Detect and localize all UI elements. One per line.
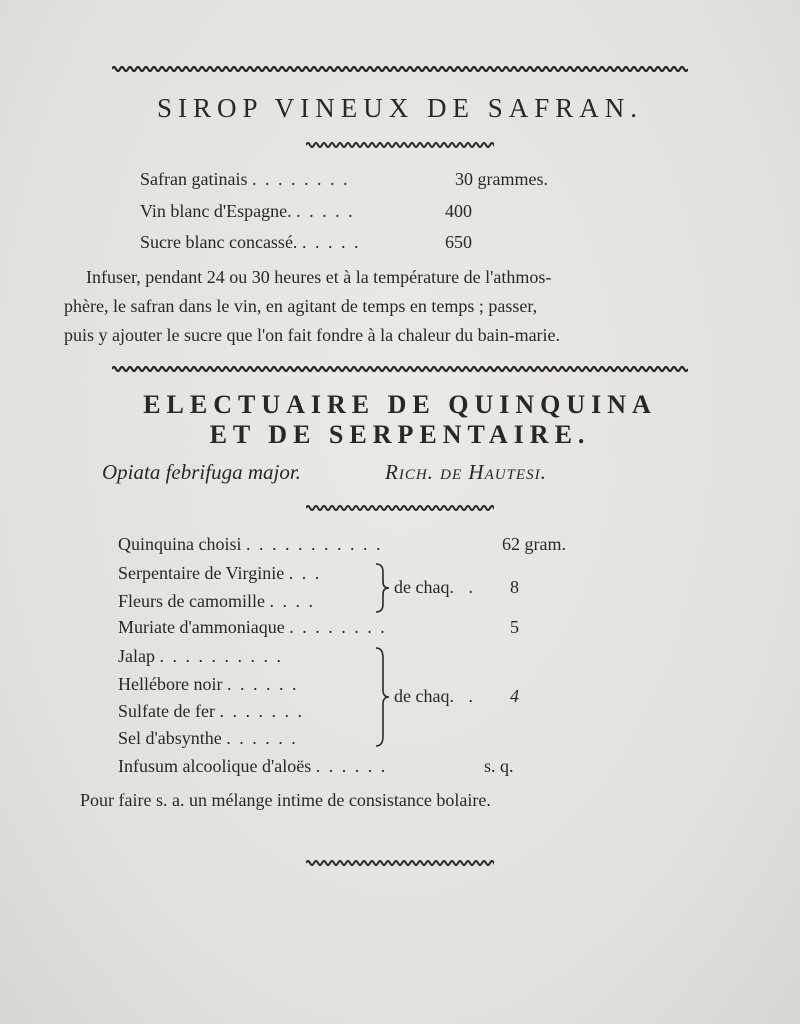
leader-dots: . bbox=[468, 577, 473, 597]
ornamental-rule-short-1 bbox=[0, 140, 800, 150]
ornamental-rule-bottom bbox=[0, 858, 800, 868]
leader-dots: . . . . . bbox=[301, 232, 361, 252]
ingredient-name: Quinquina choisi bbox=[118, 534, 242, 554]
ingredient-quantity: 30 grammes. bbox=[455, 169, 548, 189]
instruction-line: Infuser, pendant 24 ou 30 heures et à la température de l'athmos- bbox=[86, 267, 552, 287]
ingredient-row bbox=[118, 756, 387, 777]
section2-instruction: Pour faire s. a. un mélange intime de consistance bolaire. bbox=[80, 790, 491, 810]
ingredient-name: Fleurs de camomille bbox=[118, 591, 265, 611]
leader-dots: . bbox=[468, 686, 473, 706]
instruction-line: phère, le safran dans le vin, en agitant de temps en temps ; passer, bbox=[64, 296, 538, 316]
ornamental-rule-middle bbox=[0, 364, 800, 374]
curly-brace-group1 bbox=[372, 562, 392, 614]
leader-dots: . . . . . . . . bbox=[251, 169, 350, 189]
ingredient-name: Sulfate de fer bbox=[118, 701, 215, 721]
ingredient-name: Infusum alcoolique d'aloës bbox=[118, 756, 312, 776]
leader-dots: . . . . bbox=[269, 591, 315, 611]
ingredient-row bbox=[118, 534, 383, 555]
ingredient-name: Safran gatinais bbox=[140, 169, 248, 189]
ingredient-quantity: 400 bbox=[445, 201, 472, 221]
ornamental-rule-top bbox=[0, 64, 800, 74]
leader-dots: . . . . . . bbox=[315, 756, 388, 776]
latin-name: Opiata febrifuga major. bbox=[102, 460, 301, 484]
leader-dots: . . . . . . . . . . bbox=[159, 646, 283, 666]
ingredient-name: Sel d'absynthe bbox=[118, 728, 222, 748]
ingredient-name: Muriate d'ammoniaque bbox=[118, 617, 285, 637]
group2-label bbox=[394, 686, 473, 707]
author-attribution: Rich. de Hautesi. bbox=[385, 460, 547, 484]
ingredient-name: Jalap bbox=[118, 646, 155, 666]
section1-instructions bbox=[64, 263, 644, 350]
ingredient-quantity: s. q. bbox=[484, 756, 514, 776]
leader-dots: . . . . . . . bbox=[219, 701, 304, 721]
group1-label bbox=[394, 577, 473, 598]
instruction-line: puis y ajouter le sucre que l'on fait fondre à la chaleur du bain-marie. bbox=[64, 325, 561, 345]
ingredient-row bbox=[118, 646, 283, 667]
ingredient-quantity: 62 gram. bbox=[502, 534, 566, 554]
leader-dots: . . . . . . bbox=[226, 674, 299, 694]
section2-title-line1: ELECTUAIRE DE QUINQUINA bbox=[143, 390, 657, 419]
ingredient-name: Vin blanc d'Espagne. bbox=[140, 201, 292, 221]
ornamental-rule-short-2 bbox=[0, 503, 800, 513]
leader-dots: . . . bbox=[288, 563, 322, 583]
leader-dots: . . . . . . bbox=[226, 728, 298, 748]
ingredient-quantity: 650 bbox=[445, 232, 472, 252]
ingredient-row bbox=[140, 169, 349, 190]
ingredient-name: Serpentaire de Virginie bbox=[118, 563, 285, 583]
per-each-label: de chaq. bbox=[394, 577, 454, 597]
ingredient-row bbox=[118, 728, 298, 749]
group1-quantity: 8 bbox=[510, 577, 519, 597]
leader-dots: . . . . . . . . bbox=[289, 617, 387, 637]
ingredient-name: Sucre blanc concassé. bbox=[140, 232, 298, 252]
leader-dots: . . . . . bbox=[296, 201, 355, 221]
ingredient-row bbox=[140, 232, 360, 253]
ingredient-row bbox=[118, 617, 387, 638]
section2-title-line2: ET DE SERPENTAIRE. bbox=[209, 420, 591, 449]
leader-dots: . . . . . . . . . . . bbox=[246, 534, 383, 554]
ingredient-row bbox=[118, 674, 298, 695]
ingredient-quantity: 5 bbox=[510, 617, 519, 637]
ingredient-row bbox=[118, 701, 304, 722]
ingredient-row bbox=[118, 591, 315, 612]
ingredient-name: Hellébore noir bbox=[118, 674, 223, 694]
ingredient-row bbox=[140, 201, 355, 222]
section1-title: SIROP VINEUX DE SAFRAN. bbox=[156, 93, 644, 123]
ingredient-row bbox=[118, 563, 321, 584]
per-each-label: de chaq. bbox=[394, 686, 454, 706]
curly-brace-group2 bbox=[372, 646, 392, 748]
group2-quantity: 4 bbox=[510, 686, 519, 706]
